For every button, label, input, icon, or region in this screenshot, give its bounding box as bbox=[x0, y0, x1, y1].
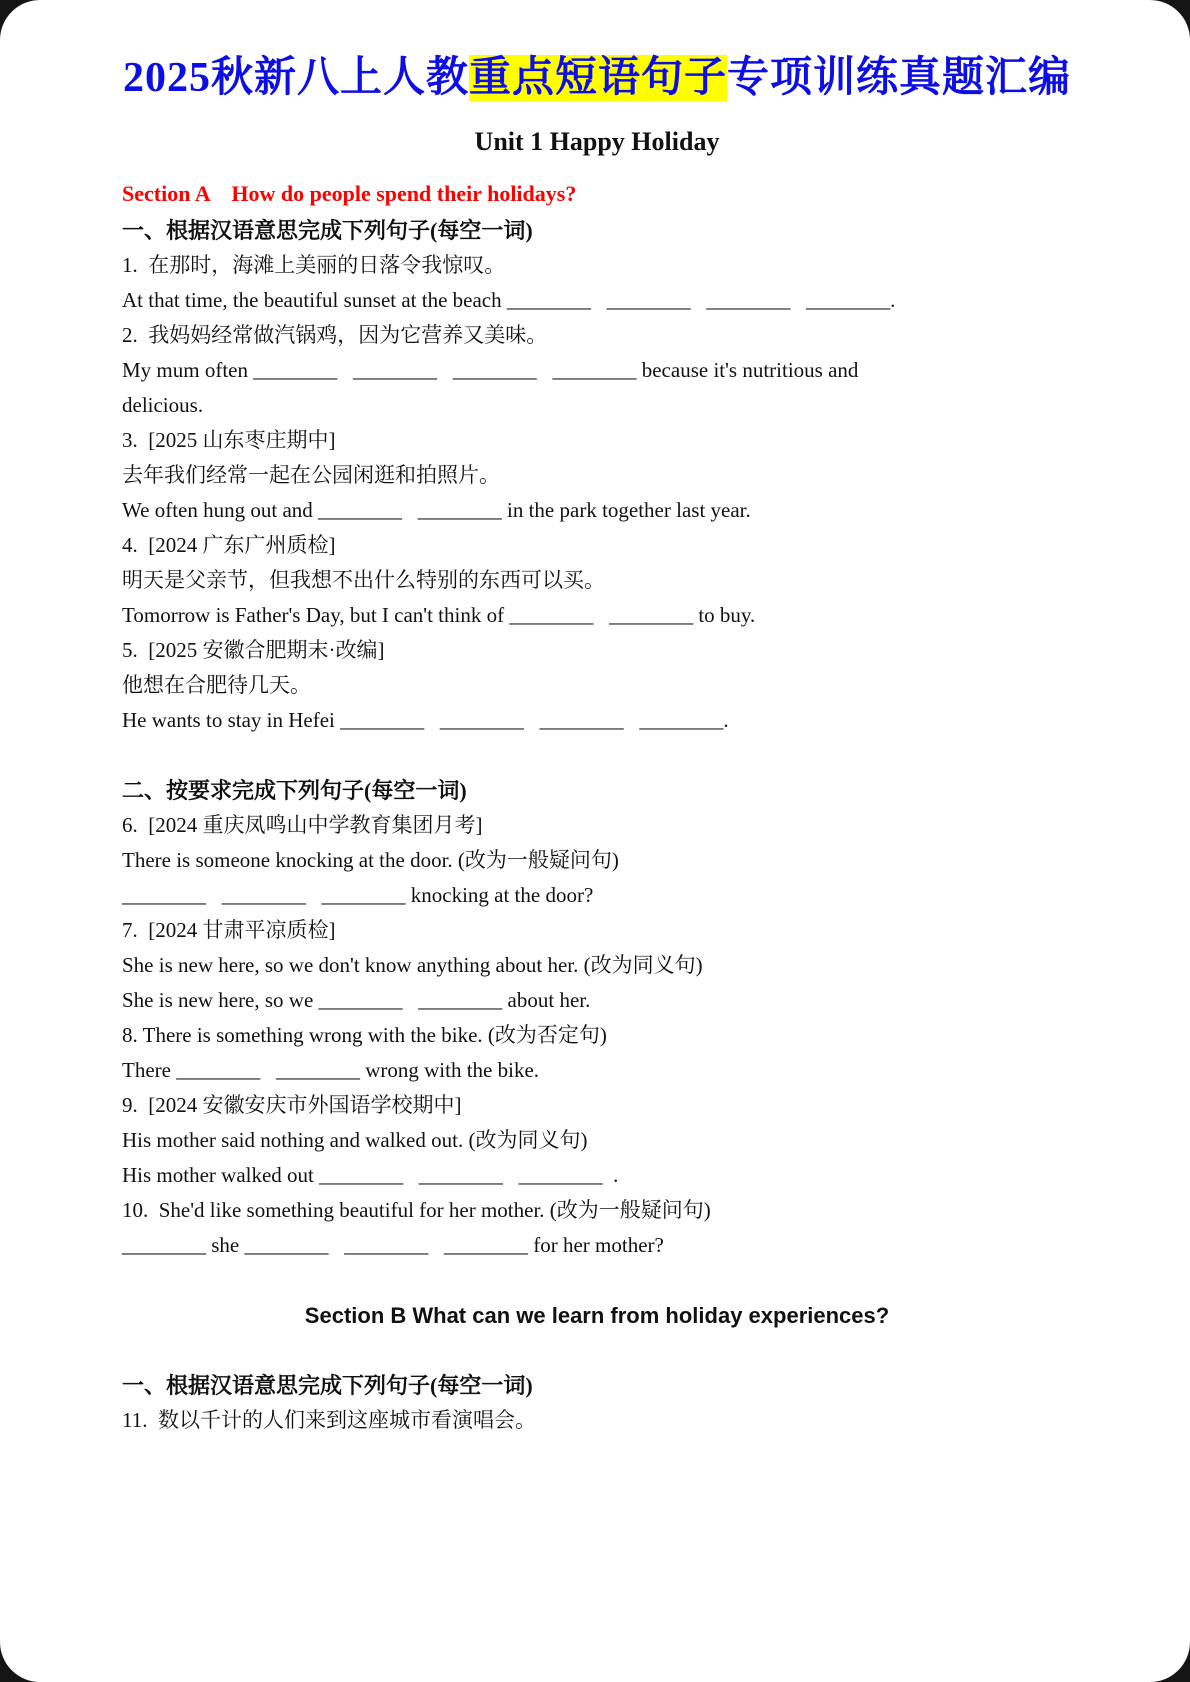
q6-stem: There is someone knocking at the door. (改为一般疑问句) bbox=[122, 847, 619, 872]
q1-chinese: 1. 在那时，海滩上美丽的日落令我惊叹。 bbox=[122, 252, 506, 277]
q9-stem: His mother said nothing and walked out. (改为同义句) bbox=[122, 1127, 588, 1152]
document-body bbox=[122, 175, 1072, 1438]
spacer-1 bbox=[122, 738, 1072, 773]
q3-chinese: 去年我们经常一起在公园闲逛和拍照片。 bbox=[122, 462, 500, 487]
part-1b-heading: 一、根据汉语意思完成下列句子(每空一词) bbox=[122, 1372, 533, 1398]
q5-english: He wants to stay in Hefei ________ ________ ________ ________. bbox=[122, 707, 729, 732]
q10-stem: 10. She'd like something beautiful for her mother. (改为一般疑问句) bbox=[122, 1197, 711, 1222]
q8-answer: There ________ ________ wrong with the bike. bbox=[122, 1057, 540, 1082]
section-b-heading: Section B What can we learn from holiday experiences? bbox=[304, 1302, 890, 1328]
q5-source: 5. [2025 安徽合肥期末·改编] bbox=[122, 637, 385, 662]
q4-chinese: 明天是父亲节，但我想不出什么特别的东西可以买。 bbox=[122, 567, 605, 592]
q9-source: 9. [2024 安徽安庆市外国语学校期中] bbox=[122, 1092, 462, 1117]
q2-english-2: delicious. bbox=[122, 392, 204, 417]
q6-source: 6. [2024 重庆凤鸣山中学教育集团月考] bbox=[122, 812, 483, 837]
unit-title: Unit 1 Happy Holiday bbox=[474, 126, 720, 156]
q9-answer: His mother walked out ________ ________ ________ . bbox=[122, 1162, 619, 1187]
q11-chinese: 11. 数以千计的人们来到这座城市看演唱会。 bbox=[122, 1407, 536, 1432]
q3-source: 3. [2025 山东枣庄期中] bbox=[122, 427, 336, 452]
q2-english-1: My mum often ________ ________ ________ ________ because it's nutritious and bbox=[122, 357, 859, 382]
q7-answer: She is new here, so we ________ ________ about her. bbox=[122, 987, 591, 1012]
q4-english: Tomorrow is Father's Day, but I can't think of ________ ________ to buy. bbox=[122, 602, 756, 627]
section-a-heading: Section A How do people spend their holidays? bbox=[122, 180, 577, 206]
q1-english: At that time, the beautiful sunset at the beach ________ ________ ________ ________. bbox=[122, 287, 896, 312]
q8-stem: 8. There is something wrong with the bike. (改为否定句) bbox=[122, 1022, 607, 1047]
q7-source: 7. [2024 甘肃平凉质检] bbox=[122, 917, 336, 942]
q7-stem: She is new here, so we don't know anything about her. (改为同义句) bbox=[122, 952, 703, 977]
title-trailing-text: 专项训练真题汇编 bbox=[727, 55, 1072, 101]
q6-answer: ________ ________ ________ knocking at the door? bbox=[122, 882, 594, 907]
part-1-heading: 一、根据汉语意思完成下列句子(每空一词) bbox=[122, 217, 533, 243]
q5-chinese: 他想在合肥待几天。 bbox=[122, 672, 311, 697]
q10-answer: ________ she ________ ________ ________ for her mother? bbox=[122, 1232, 664, 1257]
part-2-heading: 二、按要求完成下列句子(每空一词) bbox=[122, 777, 467, 803]
document-title bbox=[122, 52, 1072, 105]
title-leading-text: 2025秋新八上人教 bbox=[122, 55, 469, 101]
title-highlighted-text: 重点短语句子 bbox=[468, 55, 727, 101]
q3-english: We often hung out and ________ ________ in the park together last year. bbox=[122, 497, 751, 522]
q2-chinese: 2. 我妈妈经常做汽锅鸡，因为它营养又美味。 bbox=[122, 322, 548, 347]
spacer-3 bbox=[122, 1333, 1072, 1368]
q4-source: 4. [2024 广东广州质检] bbox=[122, 532, 336, 557]
spacer-2 bbox=[122, 1263, 1072, 1298]
